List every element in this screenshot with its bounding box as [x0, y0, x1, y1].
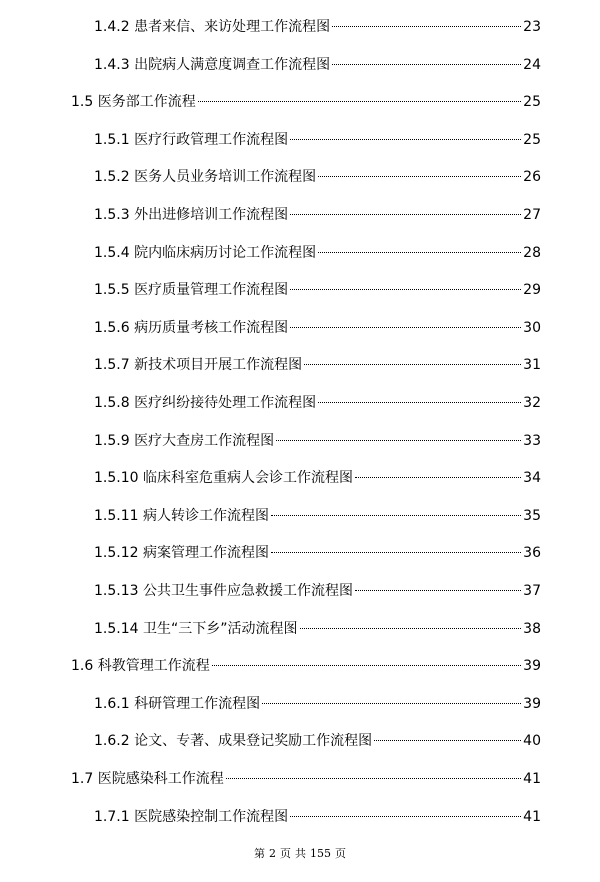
toc-entry-title: 1.7 医院感染科工作流程: [71, 771, 224, 787]
footer-suffix: 页: [335, 847, 346, 860]
toc-subsection-entry[interactable]: [94, 280, 541, 300]
toc-subsection-entry[interactable]: [94, 205, 541, 225]
toc-entry-title: 1.5.6 病历质量考核工作流程图: [94, 319, 289, 336]
toc-entry-title: 1.5.5 医疗质量管理工作流程图: [94, 282, 289, 299]
toc-entry-page-number: 35: [523, 507, 541, 524]
toc-subsection-entry[interactable]: [94, 694, 541, 714]
toc-dot-leader: [290, 289, 521, 290]
footer-total-pages: 155: [310, 847, 331, 860]
toc-dot-leader: [212, 665, 521, 666]
toc-subsection-entry[interactable]: [94, 731, 541, 751]
toc-entry-page-number: 39: [523, 695, 541, 712]
toc-entry-title: 1.5.14 卫生“三下乡”活动流程图: [94, 620, 298, 637]
toc-entry-title: 1.6 科教管理工作流程: [71, 658, 210, 675]
toc-entry-title: 1.5.3 外出进修培训工作流程图: [94, 207, 289, 223]
toc-entry-page-number: 24: [523, 56, 541, 73]
toc-entry-page-number: 41: [523, 808, 541, 825]
toc-entry-title: 1.5.7 新技术项目开展工作流程图: [94, 357, 303, 374]
toc-subsection-entry[interactable]: [94, 243, 541, 263]
toc-dot-leader: [332, 26, 521, 27]
toc-subsection-entry[interactable]: [94, 807, 541, 827]
toc-dot-leader: [304, 364, 521, 365]
toc-entry-title: 1.5.8 医疗纠纷接待处理工作流程图: [94, 395, 317, 411]
page-footer: [0, 847, 600, 861]
toc-dot-leader: [318, 176, 521, 177]
toc-entry-page-number: 37: [523, 583, 541, 599]
toc-entry-title: 1.4.3 出院病人满意度调查工作流程图: [94, 56, 331, 73]
toc-entry-page-number: 29: [523, 282, 541, 299]
toc-entry-page-number: 31: [523, 357, 541, 374]
toc-subsection-entry[interactable]: [94, 581, 541, 601]
toc-dot-leader: [226, 778, 521, 779]
toc-dot-leader: [290, 139, 521, 140]
toc-subsection-entry[interactable]: [94, 543, 541, 563]
footer-prefix: 第: [254, 847, 265, 860]
toc-entry-page-number: 28: [523, 244, 541, 261]
toc-entry-page-number: 23: [523, 19, 541, 35]
toc-subsection-entry[interactable]: [94, 130, 541, 150]
toc-dot-leader: [198, 101, 521, 102]
toc-entry-title: 1.5.10 临床科室危重病人会诊工作流程图: [94, 470, 353, 487]
toc-entry-title: 1.5.12 病案管理工作流程图: [94, 545, 269, 562]
toc-dot-leader: [276, 440, 521, 441]
toc-dot-leader: [290, 214, 521, 215]
toc-entry-page-number: 26: [523, 169, 541, 186]
toc-entry-title: 1.6.1 科研管理工作流程图: [94, 695, 261, 712]
toc-entry-page-number: 25: [523, 131, 541, 148]
toc-entry-title: 1.5.9 医疗大查房工作流程图: [94, 432, 275, 449]
toc-dot-leader: [318, 402, 521, 403]
footer-page-word: 页: [280, 847, 291, 860]
toc-dot-leader: [262, 703, 521, 704]
toc-entry-page-number: 32: [523, 395, 541, 411]
toc-subsection-entry[interactable]: [94, 619, 541, 639]
toc-entry-title: 1.6.2 论文、专著、成果登记奖励工作流程图: [94, 733, 373, 750]
toc-subsection-entry[interactable]: [94, 393, 541, 413]
toc-entry-page-number: 34: [523, 470, 541, 487]
toc-subsection-entry[interactable]: [94, 468, 541, 488]
toc-dot-leader: [332, 64, 521, 65]
toc-entry-title: 1.5.13 公共卫生事件应急救援工作流程图: [94, 583, 353, 599]
toc-dot-leader: [374, 740, 521, 741]
toc-entry-title: 1.7.1 医院感染控制工作流程图: [94, 808, 289, 825]
toc-section-entry[interactable]: [71, 92, 541, 112]
toc-subsection-entry[interactable]: [94, 355, 541, 375]
toc-entry-page-number: 36: [523, 545, 541, 562]
toc-entry-title: 1.5.4 院内临床病历讨论工作流程图: [94, 244, 317, 261]
toc-section-entry[interactable]: [71, 656, 541, 676]
toc-subsection-entry[interactable]: [94, 17, 541, 37]
toc-section-entry[interactable]: [71, 769, 541, 789]
toc-entry-title: 1.4.2 患者来信、来访处理工作流程图: [94, 19, 331, 35]
footer-total-word: 共: [295, 847, 306, 860]
toc-subsection-entry[interactable]: [94, 431, 541, 451]
toc-entry-title: 1.5.11 病人转诊工作流程图: [94, 507, 269, 524]
toc-entry-title: 1.5 医务部工作流程: [71, 94, 196, 111]
toc-dot-leader: [300, 628, 522, 629]
toc-dot-leader: [271, 552, 521, 553]
toc-dot-leader: [271, 515, 521, 516]
toc-entry-page-number: 25: [523, 94, 541, 111]
toc-subsection-entry[interactable]: [94, 167, 541, 187]
toc-entry-page-number: 41: [523, 771, 541, 787]
toc-dot-leader: [355, 477, 521, 478]
toc-subsection-entry[interactable]: [94, 506, 541, 526]
toc-entry-page-number: 27: [523, 207, 541, 223]
toc-entry-page-number: 39: [523, 658, 541, 675]
toc-subsection-entry[interactable]: [94, 55, 541, 75]
toc-dot-leader: [318, 252, 521, 253]
toc-entry-page-number: 40: [523, 733, 541, 750]
footer-current-page: 2: [269, 847, 276, 860]
toc-dot-leader: [355, 590, 521, 591]
toc-dot-leader: [290, 327, 521, 328]
toc-entry-title: 1.5.1 医疗行政管理工作流程图: [94, 131, 289, 148]
toc-entry-page-number: 33: [523, 432, 541, 449]
toc-entry-page-number: 30: [523, 319, 541, 336]
toc-entry-page-number: 38: [523, 620, 541, 637]
toc-entry-title: 1.5.2 医务人员业务培训工作流程图: [94, 169, 317, 186]
toc-subsection-entry[interactable]: [94, 318, 541, 338]
toc-dot-leader: [290, 816, 521, 817]
